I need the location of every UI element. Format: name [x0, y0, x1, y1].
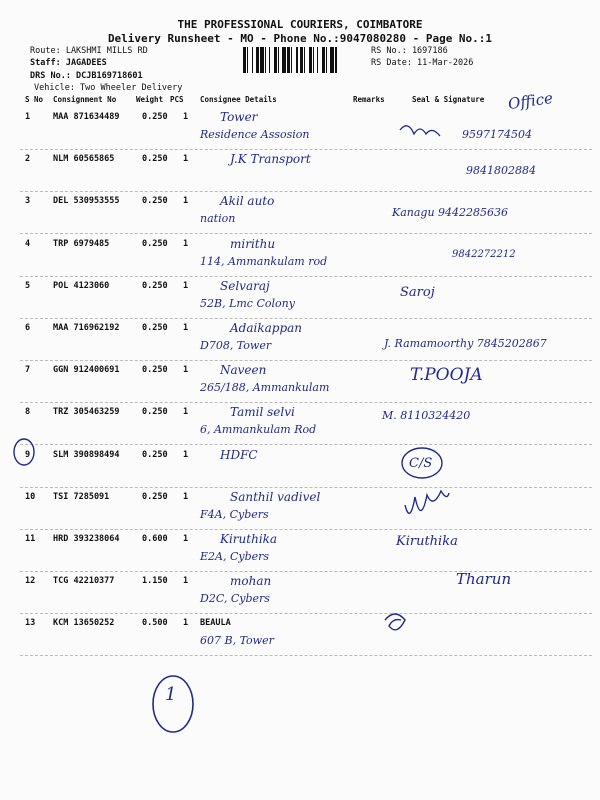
col-seal: Seal & Signature — [412, 95, 485, 104]
row-signature: Saroj — [400, 284, 435, 300]
row-handwritten-name: mirithu — [230, 236, 276, 251]
row-handwritten-name: Santhil vadivel — [230, 489, 321, 504]
row-handwritten-address: 265/188, Ammankulam — [200, 381, 330, 395]
col-weight: Weight — [136, 95, 164, 104]
circle-mark-row9 — [14, 439, 34, 465]
row-sno: 4 — [25, 238, 31, 249]
row-handwritten-name: mohan — [230, 574, 272, 589]
row-sno: 9 — [25, 449, 31, 460]
row-weight: 0.250 — [142, 449, 168, 460]
row-handwritten-name: J.K Transport — [230, 152, 311, 167]
circle-mark-cs — [402, 448, 442, 478]
row-pcs: 1 — [183, 534, 189, 544]
scribble-signature-row1 — [400, 126, 440, 136]
row-pcs: 1 — [183, 280, 189, 291]
row-pcs: 1 — [183, 323, 189, 333]
row-handwritten-address: F4A, Cybers — [200, 507, 269, 521]
row-consignment-no: POL 4123060 — [53, 280, 110, 291]
row-handwritten-address: 114, Ammankulam rod — [200, 254, 328, 268]
bottom-circle-number: 1 — [165, 684, 177, 705]
row-consignment-no: MAA 871634489 — [53, 112, 120, 122]
row-pcs: 1 — [183, 154, 189, 165]
row-weight: 0.250 — [142, 196, 168, 207]
row-weight: 0.600 — [142, 534, 168, 544]
row-handwritten-name: Naveen — [220, 363, 267, 378]
office-annotation: Office — [506, 88, 555, 114]
row-consignment-no: KCM 13650252 — [53, 618, 115, 629]
col-consignment: Consignment No — [53, 95, 117, 104]
row-consignment-no: DEL 530953555 — [53, 196, 120, 207]
row-sno: 7 — [25, 365, 31, 376]
row-handwritten-address: D708, Tower — [200, 339, 272, 352]
row-pcs: 1 — [183, 618, 189, 629]
row-weight: 0.250 — [142, 407, 168, 418]
scribble-signature-row13 — [385, 614, 405, 630]
row-pcs: 1 — [183, 112, 189, 122]
vehicle-label: Vehicle: Two Wheeler Delivery — [34, 83, 183, 93]
row-pcs: 1 — [183, 449, 189, 460]
row-handwritten-name: Kiruthika — [220, 532, 278, 546]
row-consignment-no: MAA 716962192 — [53, 323, 120, 333]
row-consignment-no: TCG 42210377 — [53, 576, 115, 587]
row-sno: 13 — [25, 618, 36, 629]
staff-label: Staff: JAGADEES — [30, 58, 107, 68]
row-weight: 0.250 — [142, 112, 168, 122]
row-handwritten-name: Selvaraj — [220, 278, 270, 293]
route-label: Route: LAKSHMI MILLS RD — [30, 46, 148, 56]
row-handwritten-name: HDFC — [220, 447, 258, 462]
row-weight: 0.250 — [142, 280, 168, 291]
row-consignment-no: TRZ 305463259 — [53, 407, 120, 418]
row-handwritten-name: Akil auto — [220, 194, 275, 209]
row-signature: Tharun — [456, 570, 512, 589]
row-consignment-no: NLM 60565865 — [53, 154, 115, 165]
row-sno: 3 — [25, 196, 31, 207]
row-weight: 0.500 — [142, 618, 168, 629]
row-handwritten-address: Residence Assosion — [200, 128, 310, 141]
row-signature: Kanagu 9442285636 — [392, 206, 509, 220]
row-handwritten-name: Adaikappan — [230, 321, 303, 335]
row-consignment-no: SLM 390898494 — [53, 449, 120, 460]
row-handwritten-address: E2A, Cybers — [200, 550, 270, 563]
row-consignment-no: TRP 6979485 — [53, 238, 110, 249]
rs-date: RS Date: 11-Mar-2026 — [371, 58, 474, 68]
row-weight: 1.150 — [142, 576, 168, 587]
row-pcs: 1 — [183, 576, 189, 587]
row-pcs: 1 — [183, 238, 189, 249]
row-handwritten-address: nation — [200, 212, 236, 226]
row-consignment-no: TSI 7285091 — [53, 491, 110, 502]
drs-label: DRS No.: DCJB169718601 — [30, 71, 143, 81]
col-remarks: Remarks — [353, 95, 385, 104]
row-sno: 1 — [25, 112, 31, 122]
row-signature: Kiruthika — [396, 534, 458, 549]
col-consignee: Consignee Details — [200, 95, 277, 104]
row-signature: M. 8110324420 — [382, 409, 471, 423]
row-weight: 0.250 — [142, 491, 168, 502]
row-signature: 9842272212 — [452, 248, 516, 260]
row-weight: 0.250 — [142, 238, 168, 249]
row-handwritten-name: Tamil selvi — [230, 405, 295, 420]
rs-number: RS No.: 1697186 — [371, 46, 448, 56]
row-sno: 5 — [25, 280, 31, 291]
runsheet-title: Delivery Runsheet - MO - Phone No.:9047080280 - Page No.:1 — [107, 32, 493, 45]
row-sno: 12 — [25, 576, 36, 587]
col-sno: S No — [25, 95, 44, 104]
row-signature: 9841802884 — [466, 164, 536, 178]
row-signature: 9597174504 — [462, 128, 532, 141]
row-sno: 8 — [25, 407, 31, 418]
row-sno: 6 — [25, 323, 31, 333]
row-consignment-no: HRD 393238064 — [53, 534, 120, 544]
row-consignee: BEAULA — [200, 618, 231, 629]
row-pcs: 1 — [183, 491, 189, 502]
row-sno: 10 — [25, 491, 36, 502]
row-handwritten-address: 607 B, Tower — [200, 634, 274, 648]
row-pcs: 1 — [183, 196, 189, 207]
row-sno: 2 — [25, 154, 31, 165]
row-consignment-no: GGN 912400691 — [53, 365, 120, 376]
row-handwritten-address: D2C, Cybers — [200, 592, 270, 606]
row-handwritten-name: Tower — [220, 110, 258, 124]
row-signature: C/S — [409, 455, 433, 471]
row-pcs: 1 — [183, 365, 189, 376]
row-signature: T.POOJA — [410, 365, 483, 386]
scribble-signature-row10 — [405, 491, 449, 513]
row-pcs: 1 — [183, 407, 189, 418]
row-weight: 0.250 — [142, 365, 168, 376]
row-weight: 0.250 — [142, 323, 168, 333]
row-signature: J. Ramamoorthy 7845202867 — [384, 337, 547, 350]
row-handwritten-address: 52B, Lmc Colony — [200, 296, 295, 310]
row-sno: 11 — [25, 534, 36, 544]
row-handwritten-address: 6, Ammankulam Rod — [200, 423, 317, 437]
company-title: THE PROFESSIONAL COURIERS, COIMBATORE — [177, 18, 423, 31]
row-weight: 0.250 — [142, 154, 168, 165]
col-pcs: PCS — [170, 95, 184, 104]
